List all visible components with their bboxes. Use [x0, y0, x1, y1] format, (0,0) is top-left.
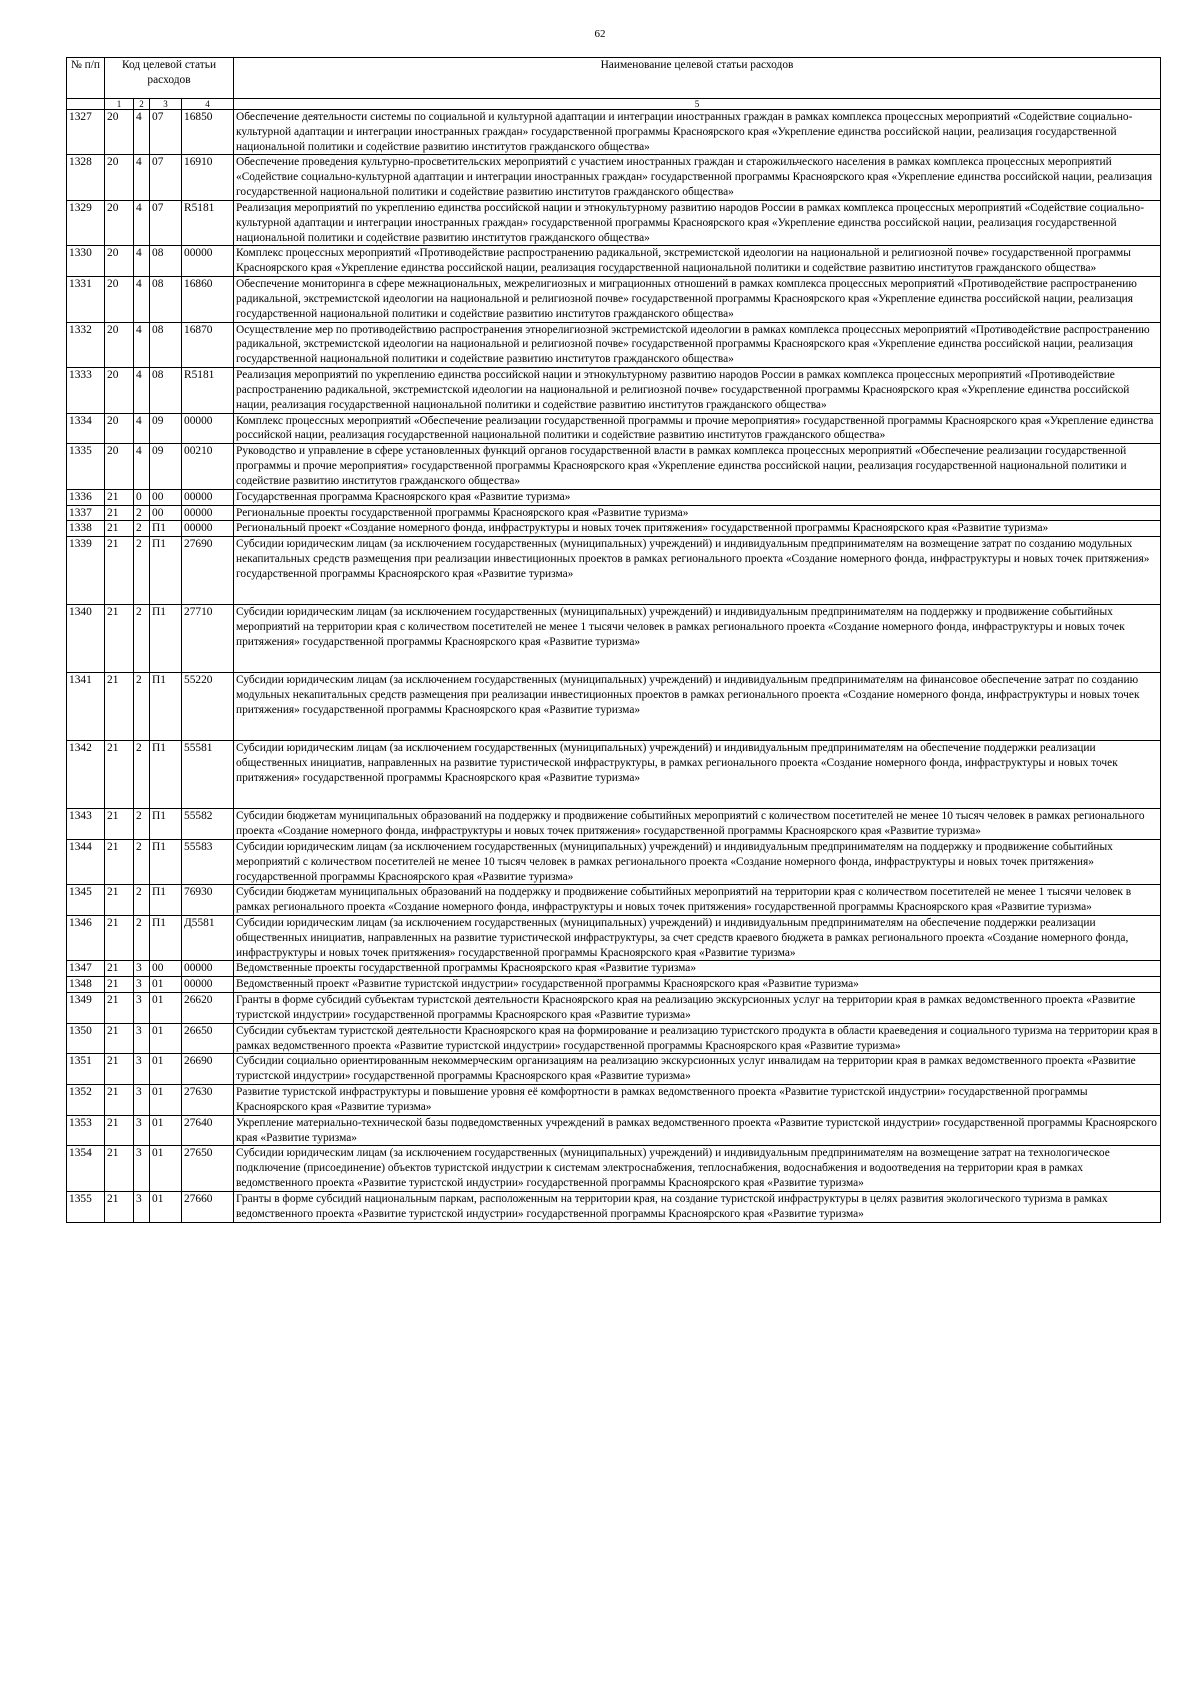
code-segment-2: 2 [134, 839, 150, 884]
header-name: Наименование целевой статьи расходов [234, 58, 1161, 99]
row-number: 1342 [67, 741, 105, 809]
code-segment-4: 16870 [182, 322, 234, 367]
row-number: 1343 [67, 809, 105, 840]
code-segment-1: 21 [105, 1146, 134, 1191]
expenditure-name: Субсидии бюджетам муниципальных образований на поддержку и продвижение событийных мероприятий на территории края с количеством посетителей не менее 1 тысячи человек в рамках регионального проекта «Создание номерного фонда, инфраструктуры и новых точек притяжения» государственной программы Красноярского края «Развитие туризма» [234, 885, 1161, 916]
code-segment-3: 01 [150, 1115, 182, 1146]
row-number: 1328 [67, 155, 105, 200]
row-number: 1353 [67, 1115, 105, 1146]
code-segment-1: 20 [105, 200, 134, 245]
code-segment-1: 20 [105, 444, 134, 489]
code-segment-3: 00 [150, 489, 182, 505]
code-segment-3: 01 [150, 1054, 182, 1085]
code-segment-3: 00 [150, 961, 182, 977]
row-number: 1347 [67, 961, 105, 977]
code-segment-4: R5181 [182, 200, 234, 245]
table-row [67, 413, 1161, 444]
code-segment-4: 55582 [182, 809, 234, 840]
code-segment-1: 21 [105, 489, 134, 505]
code-segment-3: П1 [150, 885, 182, 916]
code-segment-1: 21 [105, 915, 134, 960]
expenditure-name: Субсидии юридическим лицам (за исключением государственных (муниципальных) учреждений) и индивидуальным предпринимателям на обеспечение поддержки реализации общественных инициатив, направленных на развитие туристической инфраструктуры, в рамках регионального проекта «Создание номерного фонда, инфраструктуры и новых точек притяжения» государственной программы Красноярского края «Развитие туризма» [234, 741, 1161, 809]
code-segment-1: 20 [105, 322, 134, 367]
code-segment-4: 55220 [182, 673, 234, 741]
code-segment-3: 07 [150, 200, 182, 245]
row-number: 1344 [67, 839, 105, 884]
header-row-number: № п/п [67, 58, 105, 99]
code-segment-2: 2 [134, 741, 150, 809]
code-segment-4: 27650 [182, 1146, 234, 1191]
table-row [67, 605, 1161, 673]
table-row [67, 155, 1161, 200]
code-segment-2: 2 [134, 809, 150, 840]
row-number: 1355 [67, 1191, 105, 1222]
code-segment-2: 2 [134, 915, 150, 960]
code-segment-3: 01 [150, 1085, 182, 1116]
code-segment-2: 4 [134, 155, 150, 200]
code-segment-4: 55581 [182, 741, 234, 809]
code-segment-2: 3 [134, 977, 150, 993]
target-expenditure-table [66, 57, 1161, 1223]
code-segment-3: 01 [150, 993, 182, 1024]
row-number: 1340 [67, 605, 105, 673]
code-segment-4: 27640 [182, 1115, 234, 1146]
expenditure-name: Региональные проекты государственной программы Красноярского края «Развитие туризма» [234, 505, 1161, 521]
code-segment-2: 3 [134, 1085, 150, 1116]
table-row [67, 885, 1161, 916]
row-number: 1332 [67, 322, 105, 367]
expenditure-name: Гранты в форме субсидий субъектам туристской деятельности Красноярского края на реализацию экскурсионных услуг на территории края в рамках ведомственного проекта «Развитие туристской индустрии» государственной программы Красноярского края «Развитие туризма» [234, 993, 1161, 1024]
code-segment-2: 3 [134, 961, 150, 977]
code-segment-2: 4 [134, 413, 150, 444]
expenditure-name: Субсидии юридическим лицам (за исключением государственных (муниципальных) учреждений) и индивидуальным предпринимателям на возмещение затрат по созданию модульных некапитальных средств размещения при реализации инвестиционных проектов в рамках регионального проекта «Создание номерного фонда, инфраструктуры и новых точек притяжения» государственной программы Красноярского края «Развитие туризма» [234, 537, 1161, 605]
table-row [67, 741, 1161, 809]
table-header-row [67, 58, 1161, 99]
code-segment-3: 01 [150, 1191, 182, 1222]
table-row [67, 200, 1161, 245]
code-segment-3: 01 [150, 1146, 182, 1191]
table-row [67, 809, 1161, 840]
row-number: 1335 [67, 444, 105, 489]
code-segment-3: П1 [150, 521, 182, 537]
page-number: 62 [594, 28, 606, 40]
code-segment-2: 4 [134, 277, 150, 322]
expenditure-name: Комплекс процессных мероприятий «Обеспечение реализации государственной программы и прочие мероприятия» государственной программы Красноярского края «Укрепление единства российской нации, реализация государственной национальной политики и содействие развитию институтов гражданского общества» [234, 413, 1161, 444]
row-number: 1339 [67, 537, 105, 605]
code-segment-1: 21 [105, 505, 134, 521]
code-segment-4: 00210 [182, 444, 234, 489]
expenditure-name: Обеспечение проведения культурно-просветительских мероприятий с участием иностранных граждан и старожильческого населения в рамках комплекса процессных мероприятий «Содействие социально-культурной адаптации и интеграции иностранных граждан» государственной программы Красноярского края «Укрепление единства российской нации, реализация государственной национальной политики и содействие развитию институтов гражданского общества» [234, 155, 1161, 200]
column-number: 3 [150, 99, 182, 110]
expenditure-name: Обеспечение мониторинга в сфере межнациональных, межрелигиозных и миграционных отношений в рамках комплекса процессных мероприятий «Противодействие распространению радикальной, экстремистской идеологии на национальной и религиозной почве» государственной программы Красноярского края «Укрепление единства российской нации, реализация государственной национальной политики и содействие развитию институтов гражданского общества» [234, 277, 1161, 322]
table-row [67, 1023, 1161, 1054]
code-segment-4: 27630 [182, 1085, 234, 1116]
table-row [67, 246, 1161, 277]
code-segment-4: 76930 [182, 885, 234, 916]
code-segment-1: 21 [105, 1023, 134, 1054]
code-segment-2: 2 [134, 605, 150, 673]
row-number: 1351 [67, 1054, 105, 1085]
row-number: 1327 [67, 110, 105, 155]
code-segment-1: 21 [105, 605, 134, 673]
row-number: 1349 [67, 993, 105, 1024]
code-segment-4: 27660 [182, 1191, 234, 1222]
table-row [67, 673, 1161, 741]
table-row [67, 444, 1161, 489]
expenditure-name: Государственная программа Красноярского края «Развитие туризма» [234, 489, 1161, 505]
expenditure-name: Субсидии субъектам туристской деятельности Красноярского края на формирование и реализацию туристского продукта в области краеведения и социального туризма на территории края в рамках ведомственного проекта «Развитие туристской индустрии» государственной программы Красноярского края «Развитие туризма» [234, 1023, 1161, 1054]
row-number: 1354 [67, 1146, 105, 1191]
expenditure-name: Ведомственные проекты государственной программы Красноярского края «Развитие туризма» [234, 961, 1161, 977]
expenditure-name: Субсидии юридическим лицам (за исключением государственных (муниципальных) учреждений) и индивидуальным предпринимателям на обеспечение поддержки реализации общественных инициатив, направленных на развитие туристической инфраструктуры, за счет средств краевого бюджета в рамках регионального проекта «Создание номерного фонда, инфраструктуры и новых точек притяжения» государственной программы Красноярского края «Развитие туризма» [234, 915, 1161, 960]
code-segment-3: П1 [150, 839, 182, 884]
expenditure-name: Гранты в форме субсидий национальным паркам, расположенным на территории края, на создание туристской инфраструктуры в целях развития экологического туризма в рамках ведомственного проекта «Развитие туристской индустрии» государственной программы Красноярского края «Развитие туризма» [234, 1191, 1161, 1222]
expenditure-name: Субсидии юридическим лицам (за исключением государственных (муниципальных) учреждений) и индивидуальным предпринимателям на поддержку и продвижение событийных мероприятий с количеством посетителей не менее 10 тысяч человек в рамках регионального проекта «Создание номерного фонда, инфраструктуры и новых точек притяжения» государственной программы Красноярского края «Развитие туризма» [234, 839, 1161, 884]
expenditure-name: Укрепление материально-технической базы подведомственных учреждений в рамках ведомственного проекта «Развитие туристской индустрии» государственной программы Красноярского края «Развитие туризма» [234, 1115, 1161, 1146]
table-row [67, 961, 1161, 977]
column-number: 1 [105, 99, 134, 110]
code-segment-3: 09 [150, 444, 182, 489]
expenditure-name: Субсидии юридическим лицам (за исключением государственных (муниципальных) учреждений) и индивидуальным предпринимателям на финансовое обеспечение затрат по созданию модульных некапитальных средств размещения при реализации инвестиционных проектов в рамках регионального проекта «Создание номерного фонда, инфраструктуры и новых точек притяжения» государственной программы Красноярского края «Развитие туризма» [234, 673, 1161, 741]
expenditure-name: Осуществление мер по противодействию распространения этнорелигиозной экстремистской идеологии в рамках комплекса процессных мероприятий «Противодействие распространению радикальной, экстремистской идеологии на национальной и религиозной почве» государственной программы Красноярского края «Укрепление единства российской нации, реализация государственной национальной политики и содействие развитию институтов гражданского общества» [234, 322, 1161, 367]
row-number: 1348 [67, 977, 105, 993]
code-segment-1: 21 [105, 993, 134, 1024]
code-segment-1: 21 [105, 537, 134, 605]
expenditure-name: Развитие туристской инфраструктуры и повышение уровня её комфортности в рамках ведомственного проекта «Развитие туристской индустрии» государственной программы Красноярского края «Развитие туризма» [234, 1085, 1161, 1116]
row-number: 1337 [67, 505, 105, 521]
code-segment-3: 08 [150, 277, 182, 322]
code-segment-3: П1 [150, 741, 182, 809]
code-segment-4: 00000 [182, 489, 234, 505]
code-segment-2: 3 [134, 1191, 150, 1222]
code-segment-2: 2 [134, 885, 150, 916]
code-segment-1: 21 [105, 1054, 134, 1085]
code-segment-4: 27690 [182, 537, 234, 605]
code-segment-1: 21 [105, 521, 134, 537]
code-segment-1: 21 [105, 1115, 134, 1146]
code-segment-3: П1 [150, 915, 182, 960]
code-segment-2: 3 [134, 1146, 150, 1191]
code-segment-4: 00000 [182, 977, 234, 993]
row-number: 1334 [67, 413, 105, 444]
code-segment-1: 21 [105, 961, 134, 977]
code-segment-4: 00000 [182, 246, 234, 277]
table-row [67, 277, 1161, 322]
code-segment-4: Д5581 [182, 915, 234, 960]
code-segment-2: 3 [134, 1023, 150, 1054]
code-segment-1: 21 [105, 1191, 134, 1222]
code-segment-4: 16860 [182, 277, 234, 322]
code-segment-2: 2 [134, 521, 150, 537]
code-segment-1: 20 [105, 277, 134, 322]
code-segment-3: П1 [150, 809, 182, 840]
table-row [67, 521, 1161, 537]
code-segment-2: 2 [134, 673, 150, 741]
table-body [67, 110, 1161, 1223]
code-segment-2: 4 [134, 246, 150, 277]
code-segment-4: R5181 [182, 368, 234, 413]
table-row [67, 1191, 1161, 1222]
code-segment-3: П1 [150, 673, 182, 741]
code-segment-3: 08 [150, 368, 182, 413]
expenditure-name: Руководство и управление в сфере установленных функций органов государственной власти в рамках комплекса процессных мероприятий «Обеспечение реализации государственной программы и прочие мероприятия» государственной программы Красноярского края «Укрепление единства российской нации, реализация государственной национальной политики и содействие развитию институтов гражданского общества» [234, 444, 1161, 489]
row-number: 1345 [67, 885, 105, 916]
code-segment-2: 4 [134, 444, 150, 489]
row-number: 1330 [67, 246, 105, 277]
code-segment-3: 01 [150, 1023, 182, 1054]
code-segment-4: 00000 [182, 505, 234, 521]
code-segment-2: 3 [134, 1054, 150, 1085]
row-number: 1350 [67, 1023, 105, 1054]
row-number: 1333 [67, 368, 105, 413]
row-number: 1331 [67, 277, 105, 322]
table-row [67, 489, 1161, 505]
table-row [67, 110, 1161, 155]
row-number: 1352 [67, 1085, 105, 1116]
code-segment-3: 09 [150, 413, 182, 444]
code-segment-1: 20 [105, 413, 134, 444]
code-segment-4: 16910 [182, 155, 234, 200]
code-segment-1: 21 [105, 977, 134, 993]
table-row [67, 1054, 1161, 1085]
row-number: 1346 [67, 915, 105, 960]
code-segment-4: 00000 [182, 413, 234, 444]
code-segment-3: П1 [150, 537, 182, 605]
code-segment-1: 21 [105, 839, 134, 884]
table-row [67, 537, 1161, 605]
row-number: 1338 [67, 521, 105, 537]
code-segment-4: 27710 [182, 605, 234, 673]
code-segment-1: 20 [105, 110, 134, 155]
table-row [67, 322, 1161, 367]
code-segment-4: 26620 [182, 993, 234, 1024]
code-segment-1: 20 [105, 155, 134, 200]
column-number: 2 [134, 99, 150, 110]
expenditure-name: Субсидии юридическим лицам (за исключением государственных (муниципальных) учреждений) и индивидуальным предпринимателям на поддержку и продвижение событийных мероприятий на территории края с количеством посетителей не менее 1 тысячи человек в рамках регионального проекта «Создание номерного фонда, инфраструктуры и новых точек притяжения» государственной программы Красноярского края «Развитие туризма» [234, 605, 1161, 673]
expenditure-name: Субсидии юридическим лицам (за исключением государственных (муниципальных) учреждений) и индивидуальным предпринимателям на возмещение затрат на технологическое подключение (присоединение) объектов туристской индустрии к системам электроснабжения, теплоснабжения, водоснабжения и водоотведения на территории края в рамках ведомственного проекта «Развитие туристской индустрии» государственной программы Красноярского края «Развитие туризма» [234, 1146, 1161, 1191]
code-segment-1: 21 [105, 885, 134, 916]
code-segment-4: 00000 [182, 961, 234, 977]
table-row [67, 505, 1161, 521]
code-segment-3: 07 [150, 155, 182, 200]
code-segment-2: 3 [134, 993, 150, 1024]
table-row [67, 1146, 1161, 1191]
code-segment-1: 21 [105, 809, 134, 840]
code-segment-2: 0 [134, 489, 150, 505]
row-number: 1329 [67, 200, 105, 245]
expenditure-name: Реализация мероприятий по укреплению единства российской нации и этнокультурному развитию народов России в рамках комплекса процессных мероприятий «Противодействие распространению радикальной, экстремистской идеологии на национальной и религиозной почве» государственной программы Красноярского края «Укрепление единства российской нации, реализация государственной национальной политики и содействие развитию институтов гражданского общества» [234, 368, 1161, 413]
expenditure-name: Ведомственный проект «Развитие туристской индустрии» государственной программы Красноярского края «Развитие туризма» [234, 977, 1161, 993]
code-segment-3: 01 [150, 977, 182, 993]
code-segment-2: 4 [134, 322, 150, 367]
expenditure-name: Субсидии социально ориентированным некоммерческим организациям на реализацию экскурсионных услуг инвалидам на территории края в рамках ведомственного проекта «Развитие туристской индустрии» государственной программы Красноярского края «Развитие туризма» [234, 1054, 1161, 1085]
code-segment-3: 00 [150, 505, 182, 521]
code-segment-3: 08 [150, 246, 182, 277]
code-segment-2: 4 [134, 110, 150, 155]
code-segment-4: 16850 [182, 110, 234, 155]
table-row [67, 1085, 1161, 1116]
expenditure-name: Обеспечение деятельности системы по социальной и культурной адаптации и интеграции иностранных граждан в рамках комплекса процессных мероприятий «Содействие социально-культурной адаптации и интеграции иностранных граждан» государственной программы Красноярского края «Укрепление единства российской нации, реализация государственной национальной политики и содействие развитию институтов гражданского общества» [234, 110, 1161, 155]
code-segment-3: 07 [150, 110, 182, 155]
row-number: 1336 [67, 489, 105, 505]
expenditure-name: Региональный проект «Создание номерного фонда, инфраструктуры и новых точек притяжения» государственной программы Красноярского края «Развитие туризма» [234, 521, 1161, 537]
header-code: Код целевой статьи расходов [105, 58, 234, 99]
table-row [67, 368, 1161, 413]
code-segment-1: 21 [105, 1085, 134, 1116]
code-segment-2: 2 [134, 537, 150, 605]
table-row [67, 839, 1161, 884]
column-number-empty [67, 99, 105, 110]
code-segment-4: 55583 [182, 839, 234, 884]
column-numbers-row [67, 99, 1161, 110]
code-segment-3: 08 [150, 322, 182, 367]
code-segment-1: 20 [105, 368, 134, 413]
code-segment-2: 4 [134, 368, 150, 413]
expenditure-name: Реализация мероприятий по укреплению единства российской нации и этнокультурному развитию народов России в рамках комплекса процессных мероприятий «Содействие социально-культурной адаптации и интеграции иностранных граждан» государственной программы Красноярского края «Укрепление единства российской нации, реализация государственной национальной политики и содействие развитию институтов гражданского общества» [234, 200, 1161, 245]
code-segment-2: 2 [134, 505, 150, 521]
table-row [67, 993, 1161, 1024]
row-number: 1341 [67, 673, 105, 741]
code-segment-1: 20 [105, 246, 134, 277]
code-segment-1: 21 [105, 741, 134, 809]
column-number: 5 [234, 99, 1161, 110]
code-segment-2: 3 [134, 1115, 150, 1146]
code-segment-2: 4 [134, 200, 150, 245]
code-segment-1: 21 [105, 673, 134, 741]
column-number: 4 [182, 99, 234, 110]
table-row [67, 915, 1161, 960]
expenditure-name: Комплекс процессных мероприятий «Противодействие распространению радикальной, экстремистской идеологии на национальной и религиозной почве» государственной программы Красноярского края «Укрепление единства российской нации, реализация государственной национальной политики и содействие развитию институтов гражданского общества» [234, 246, 1161, 277]
code-segment-4: 26650 [182, 1023, 234, 1054]
code-segment-3: П1 [150, 605, 182, 673]
table-row [67, 977, 1161, 993]
code-segment-4: 26690 [182, 1054, 234, 1085]
table-row [67, 1115, 1161, 1146]
code-segment-4: 00000 [182, 521, 234, 537]
expenditure-name: Субсидии бюджетам муниципальных образований на поддержку и продвижение событийных мероприятий с количеством посетителей не менее 10 тысяч человек в рамках регионального проекта «Создание номерного фонда, инфраструктуры и новых точек притяжения» государственной программы Красноярского края «Развитие туризма» [234, 809, 1161, 840]
